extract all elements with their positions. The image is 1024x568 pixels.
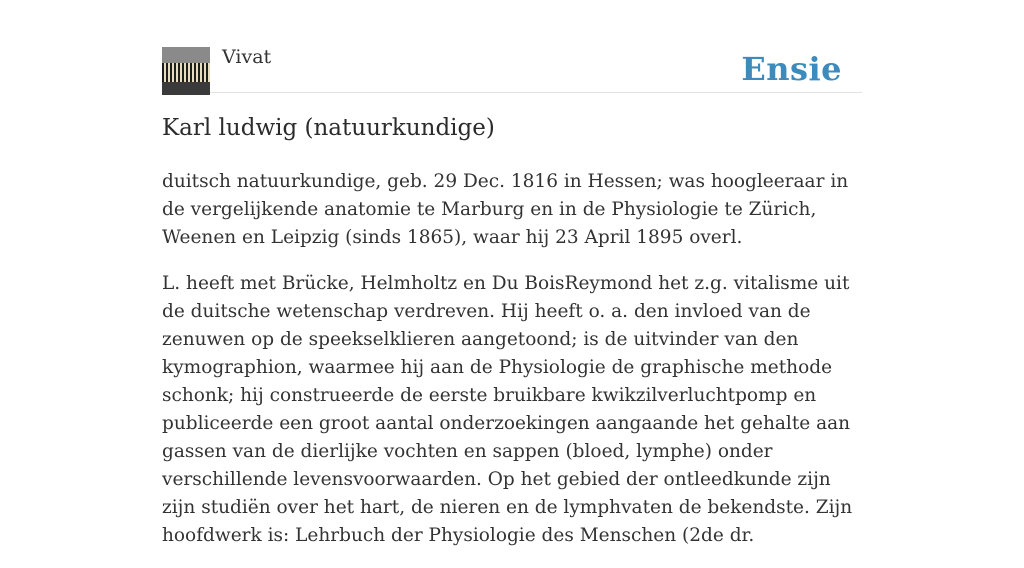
header <box>162 0 862 93</box>
bookshelf-icon <box>162 63 210 83</box>
article-title: Karl ludwig (natuurkundige) <box>162 115 495 141</box>
site-logo[interactable]: Ensie <box>741 50 842 88</box>
page-container <box>162 0 862 546</box>
article-body <box>162 168 862 568</box>
article-paragraph-1: duitsch natuurkundige, geb. 29 Dec. 1816 in Hessen; was hoogleeraar in de vergelijkende anatomie te Marburg en in de Physiologie te Zürich, Weenen en Leipzig (sinds 1865), waar hij 23 April 1895 overl. <box>162 171 849 248</box>
user-avatar[interactable] <box>162 47 210 95</box>
avatar-shelf-base <box>162 82 210 95</box>
username-link[interactable]: Vivat <box>222 46 272 68</box>
article-paragraph-2: L. heeft met Brücke, Helmholtz en Du BoisReymond het z.g. vitalisme uit de duitsche wetenschap verdreven. Hij heeft o. a. den invloed van de zenuwen op de speekselklieren aangetoond; is de uitvinder van den kymographion, waarmee hij aan de Physiologie de graphische methode schonk; hij construeerde de eerste bruikbare kwikzilverluchtpomp en publiceerde een groot aantal onderzoekingen aangaande het gehalte aan gassen van de dierlijke vochten en sappen (bloed, lymphe) onder verschillende levensvoorwaarden. Op het gebied der ontleedkunde zijn zijn studiën over het hart, de nieren en de lymphvaten de bekendste. Zijn hoofdwerk is: Lehrbuch der Physiologie des Menschen (2de dr. <box>162 273 853 546</box>
